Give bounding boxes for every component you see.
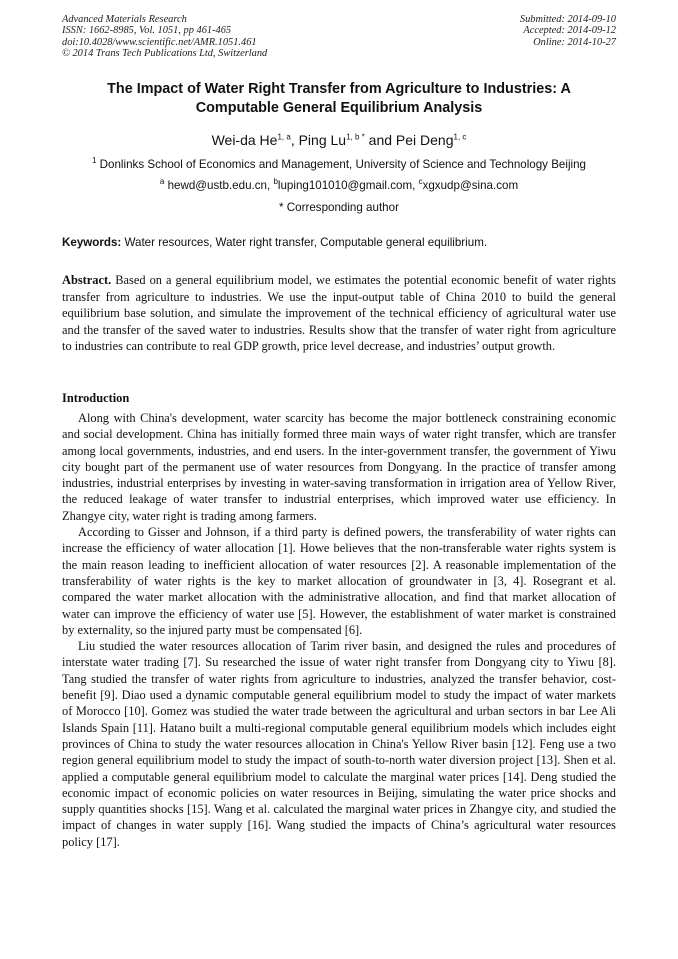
abstract xyxy=(62,272,616,355)
body-paragraph: Liu studied the water resources allocation of Tarim river basin, and designed the rules and procedures of interstate water trading [7]. Su researched the issue of water right transfer from Dongyang city to Yiwu [8]. Tang studied the transfer of water rights from agriculture to industries, analyzed the transfer behavior, cost-benefit [9]. Diao used a dynamic computable general equilibrium model to study the impact of water markets of Morocco [10]. Gomez was studied the water trade between the agricultural and urban sectors in bar Lee Ali Islands Spain [11]. Hatano built a multi-regional computable general equilibrium models which includes eight provinces of China to study the water resources allocation in China's Yellow River basin [12]. Feng use a two region general equilibrium model to study the impact of south-to-north water diversion project [13]. Shen et al. applied a computable general equilibrium model to calculate the marginal water prices [14]. Deng studied the economic impact of economic policies on water resources in Beijing, simulating the water price shocks and supply quantities shocks [15]. Wang et al. calculated the marginal water prices in Zhangye city, and studied the impact of changes in water supply [16]. Wang studied the impacts of China’s agricultural water resources policy [17]. xyxy=(62,639,616,849)
author-name: Wei-da He xyxy=(211,132,278,148)
author-superscript: 1, b * xyxy=(346,132,365,142)
body-paragraph: Along with China's development, water scarcity has become the major bottleneck constraining economic and social development. China has initially formed three main ways of water right transfer, which are transfer among local governments, industries, and end users. In the inter-government transfer, the government of Yiwu city bought part of the permanent use of water resources from Dongyang. In the practice of transfer among industries, industrial enterprises by investing in water-saving transformation in irrigation area of Yellow River, the reduced leakage of water transfer to industrial enterprises, which improved water use efficiency. In Zhangye city, water right is trading among farmers. xyxy=(62,411,616,523)
abstract-text: Based on a general equilibrium model, we estimates the potential economic benefit of water rights transfer from agriculture to industries. We use the input-output table of China 2010 to build the general equilibrium base solution, and simulate the improvement of the technical efficiency of agricultural water use and the transfer of the saved water to industries. Results show that the transfer of water right from agriculture to industries can contribute to real GDP growth, price level decrease, and industries’ output growth. xyxy=(62,273,616,353)
affiliation-superscript: 1 xyxy=(91,156,97,166)
email-text: xgxudp@sina.com xyxy=(422,179,519,192)
submitted-date: Submitted: 2014-09-10 xyxy=(519,14,616,25)
keywords xyxy=(62,235,616,251)
affiliation-text: Donlinks School of Economics and Management, University of Science and Technology Beijing xyxy=(96,158,587,171)
paper-title xyxy=(62,80,616,118)
body-paragraph: According to Gisser and Johnson, if a third party is defined powers, the transferability of water rights can increase the efficiency of water allocation [1]. Howe believes that the non-transferable water rights system is the main reason leading to inefficient allocation of water resources [2]. A reasonable implementation of the transferability of water rights is the key to market allocation of groundwater in [3, 4]. Rosegrant et al. compared the water market allocation with the administrative allocation, and find that market allocation of water can improve the efficiency of water use [5]. However, the establishment of water market is constrained by externality, so the injured party must be compensated [6]. xyxy=(62,525,616,637)
submission-dates xyxy=(520,14,616,48)
journal-info xyxy=(62,14,267,60)
author-superscript: 1, c xyxy=(453,132,467,142)
copyright-line: © 2014 Trans Tech Publications Ltd, Switzerland xyxy=(62,48,268,60)
title-line-1: The Impact of Water Right Transfer from Agriculture to Industries: A xyxy=(107,81,571,97)
email-text: luping101010@gmail.com, xyxy=(277,179,419,192)
email-superscript: a xyxy=(159,177,165,187)
online-date: Online: 2014-10-27 xyxy=(533,36,616,48)
section-heading: Introduction xyxy=(62,391,130,405)
keywords-text: Water resources, Water right transfer, Computable general equilibrium. xyxy=(121,236,488,249)
author-name: , Ping Lu xyxy=(290,132,347,148)
author-superscript: 1, a xyxy=(277,132,291,142)
corresponding-author-note: * Corresponding author xyxy=(279,201,399,214)
doi-line: doi:10.4028/www.scientific.net/AMR.1051.461 xyxy=(62,36,257,48)
keywords-label: Keywords: xyxy=(62,236,122,249)
affiliation xyxy=(62,157,616,173)
title-line-2: Computable General Equilibrium Analysis xyxy=(195,100,483,116)
email-text: hewd@ustb.edu.cn, xyxy=(164,179,274,192)
author-name: and Pei Deng xyxy=(364,132,454,148)
author-emails xyxy=(62,178,616,194)
author-list xyxy=(62,131,616,149)
issn-line: ISSN: 1662-8985, Vol. 1051, pp 461-465 xyxy=(62,25,232,37)
journal-name: Advanced Materials Research xyxy=(62,14,187,25)
email-superscript: c xyxy=(418,177,423,187)
accepted-date: Accepted: 2014-09-12 xyxy=(523,25,616,37)
email-superscript: b xyxy=(273,177,278,187)
abstract-label: Abstract. xyxy=(62,273,112,287)
introduction-body xyxy=(62,410,616,850)
